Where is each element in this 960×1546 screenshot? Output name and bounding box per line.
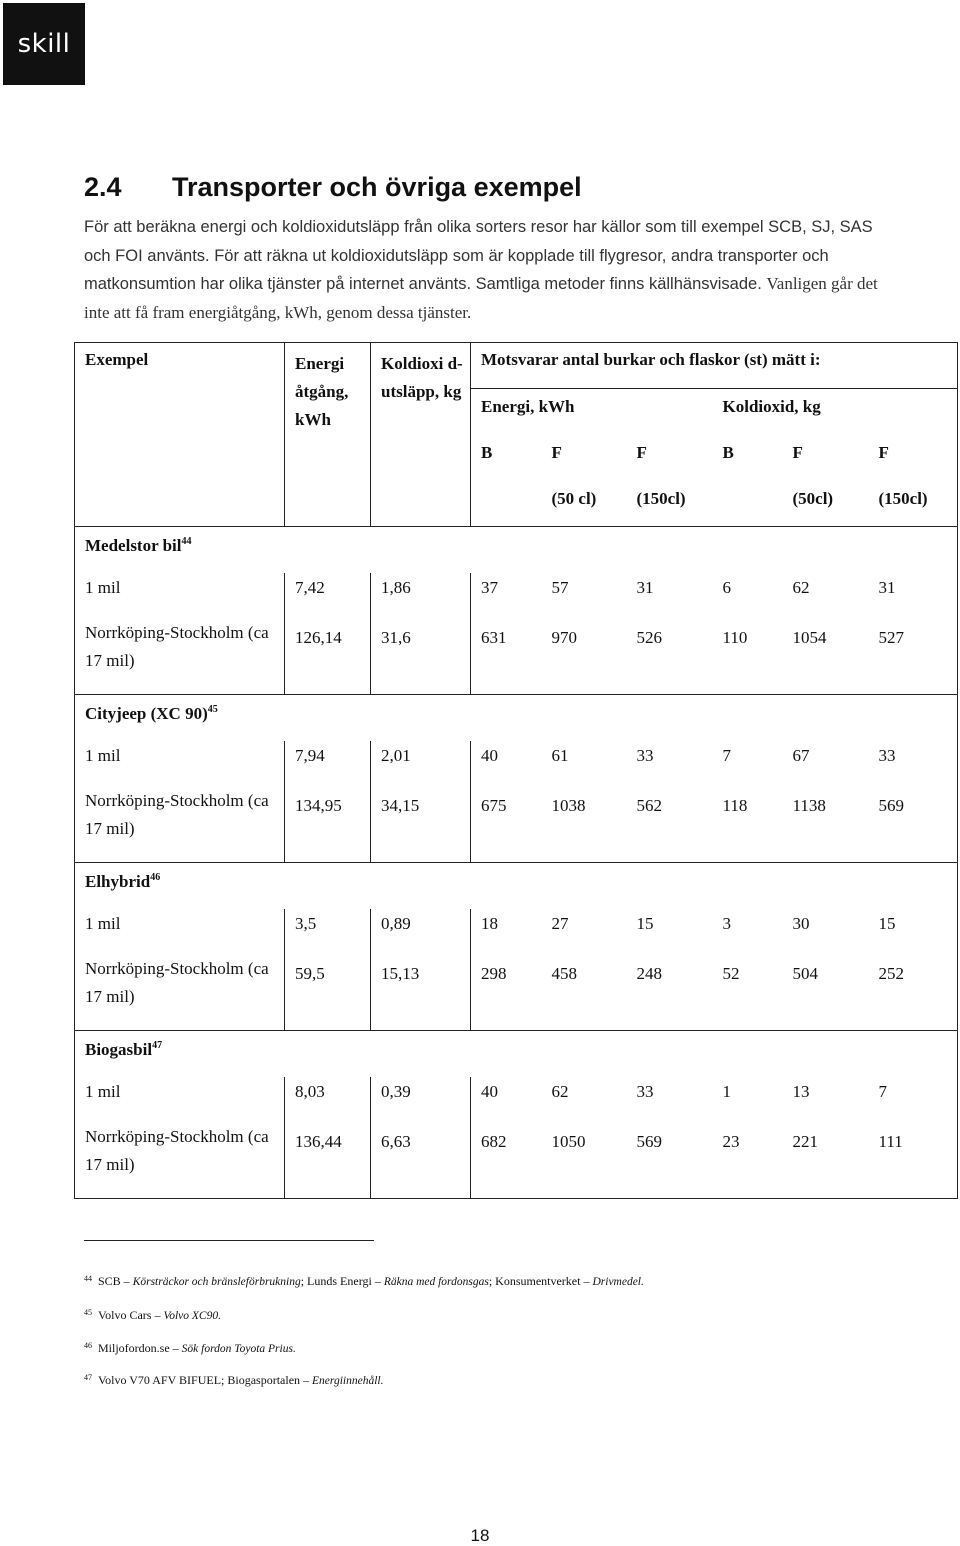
table-cell: 15: [636, 913, 654, 933]
table-row: [75, 1123, 958, 1199]
header-group-koldioxid: Koldioxid, kg: [713, 389, 958, 435]
group-title: [75, 527, 958, 573]
table-cell: 252: [869, 955, 958, 1031]
footnote: [84, 1274, 644, 1289]
table-cell: 31: [869, 573, 958, 619]
footnote-source-title: Körsträckor och bränsleförbrukning: [132, 1276, 301, 1288]
table-cell: 0,89: [371, 909, 471, 955]
header-size: [713, 481, 783, 527]
footnote-text: ; Lunds Energi –: [300, 1274, 384, 1288]
footnote-number: 45: [84, 1308, 92, 1317]
table-cell: 7,42: [285, 573, 371, 619]
table-cell: 15: [869, 909, 958, 955]
row-label: 1 mil: [75, 1077, 285, 1123]
table-cell: 27: [551, 913, 569, 933]
table-cell: 298: [481, 963, 507, 983]
section-title: Transporter och övriga exempel: [172, 172, 582, 202]
row-label: 1 mil: [75, 573, 285, 619]
table-cell: 23: [713, 1123, 783, 1199]
footnote-ref: 47: [152, 1040, 163, 1051]
table-cell: 15,13: [371, 955, 471, 1031]
table-row: [75, 573, 958, 619]
skill-logo: [3, 3, 85, 85]
table-row: [75, 787, 958, 863]
table-cell: 136,44: [285, 1123, 371, 1199]
group-title: [75, 863, 958, 909]
row-label: Norrköping-Stockholm (ca 17 mil): [75, 1123, 285, 1199]
footnote-source-title: Räkna med fordonsgas: [383, 1276, 489, 1288]
table-cell: 682: [471, 1123, 542, 1199]
table-cell: 111: [869, 1123, 958, 1199]
table-cell: 221: [783, 1123, 869, 1199]
group-title-row: [75, 527, 958, 573]
header-sub: F: [551, 442, 562, 462]
table-cell: 3,5: [285, 909, 371, 955]
header-row: [75, 343, 958, 389]
header-energi: Energi åtgång, kWh: [285, 343, 371, 527]
footnote-source-title: Sök fordon Toyota Prius.: [181, 1343, 296, 1355]
footnote: [84, 1341, 296, 1356]
table-cell: 40: [481, 1081, 498, 1101]
table-cell: 134,95: [285, 787, 371, 863]
header-sub: B: [722, 442, 734, 462]
table-cell: 1138: [792, 795, 826, 815]
table-row: [75, 1077, 958, 1123]
page-number: 18: [470, 1526, 490, 1545]
table-cell: 31,6: [371, 619, 471, 695]
section-number: 2.4: [84, 172, 122, 202]
row-label: Norrköping-Stockholm (ca 17 mil): [75, 787, 285, 863]
table-cell: 59,5: [285, 955, 371, 1031]
table-cell: 7: [869, 1077, 958, 1123]
table-cell: 1,86: [371, 573, 471, 619]
table-cell: 31: [636, 577, 654, 597]
table-cell: 37: [481, 577, 498, 597]
footnote-number: 46: [84, 1341, 92, 1350]
group-title-text: Biogasbil: [85, 1040, 153, 1059]
table-cell: 675: [481, 795, 507, 815]
header-sub: F: [869, 435, 958, 481]
table-cell: 13: [792, 1081, 810, 1101]
table-cell: 33: [869, 741, 958, 787]
table-cell: 458: [551, 963, 577, 983]
group-title-row: [75, 863, 958, 909]
table-cell: 67: [792, 745, 810, 765]
table-cell: 40: [481, 745, 498, 765]
group-title-text: Elhybrid: [85, 872, 151, 891]
table-row: [75, 741, 958, 787]
table-cell: 33: [636, 1081, 654, 1101]
header-motsvarar: Motsvarar antal burkar och flaskor (st) mätt i:: [471, 343, 958, 389]
footnote: [84, 1373, 383, 1388]
row-label: Norrköping-Stockholm (ca 17 mil): [75, 955, 285, 1031]
table-cell: 248: [636, 963, 662, 983]
table-cell: 62: [792, 577, 810, 597]
row-label: 1 mil: [75, 909, 285, 955]
footnote-text: Volvo V70 AFV BIFUEL; Biogasportalen –: [98, 1373, 313, 1387]
footnote-ref: 45: [207, 704, 218, 715]
table-cell: 504: [792, 963, 818, 983]
row-label: 1 mil: [75, 741, 285, 787]
energy-table: [74, 342, 958, 1199]
header-group-energi: Energi, kWh: [481, 397, 575, 416]
table-row: [75, 955, 958, 1031]
header-sub: F: [792, 442, 803, 462]
footnote-ref: 46: [150, 872, 161, 883]
table-row: [75, 909, 958, 955]
footnote-source-title: Volvo XC90.: [163, 1310, 221, 1322]
header-size: (150cl): [627, 481, 713, 527]
table-cell: 970: [551, 627, 577, 647]
footnote-source-title: Energiinnehåll.: [312, 1375, 384, 1387]
footnote: [84, 1308, 221, 1323]
table-cell: 569: [627, 1123, 713, 1199]
footnote-text: Miljofordon.se –: [98, 1341, 182, 1355]
section-heading: [84, 172, 582, 203]
footnote-ref: 44: [181, 536, 192, 547]
group-title-text: Medelstor bil: [85, 536, 182, 555]
table-cell: 526: [636, 627, 662, 647]
table-cell: 7,94: [285, 741, 371, 787]
footnote-separator: [84, 1240, 374, 1241]
table-cell: 2,01: [371, 741, 471, 787]
group-title-row: [75, 695, 958, 741]
table-cell: 1: [722, 1081, 731, 1101]
header-koldioxid: Koldioxi d- utsläpp, kg: [371, 343, 471, 527]
table-cell: 6: [722, 577, 731, 597]
intro-paragraph: [84, 213, 884, 327]
footnote-text: ; Konsumentverket –: [488, 1274, 593, 1288]
table-cell: 118: [722, 795, 748, 815]
intro-last: Vanligen går det inte att få fram energiåtgång, kWh, genom dessa tjänster.: [84, 274, 878, 322]
table-cell: 110: [722, 627, 748, 647]
group-title-text: Cityjeep (XC 90): [85, 704, 208, 723]
table-cell: 631: [481, 627, 507, 647]
footnote-source-title: Drivmedel.: [592, 1276, 644, 1288]
footnote-text: SCB –: [98, 1274, 133, 1288]
table-cell: 126,14: [285, 619, 371, 695]
table-cell: 33: [636, 745, 654, 765]
table-cell: 562: [636, 795, 662, 815]
row-label: Norrköping-Stockholm (ca 17 mil): [75, 619, 285, 695]
table-cell: 18: [481, 913, 498, 933]
table-cell: 34,15: [371, 787, 471, 863]
header-sub: F: [636, 442, 647, 462]
table-cell: 8,03: [285, 1077, 371, 1123]
group-title-row: [75, 1031, 958, 1077]
footnote-number: 47: [84, 1373, 92, 1382]
table-cell: 1038: [551, 795, 586, 815]
logo-text: skill: [17, 29, 71, 59]
table-cell: 1050: [542, 1123, 627, 1199]
table-cell: 569: [869, 787, 958, 863]
table-cell: 0,39: [371, 1077, 471, 1123]
table-row: [75, 619, 958, 695]
group-title: [75, 1031, 958, 1077]
table-cell: 7: [722, 745, 731, 765]
table-cell: 527: [869, 619, 958, 695]
table-cell: 30: [792, 913, 810, 933]
group-title: [75, 695, 958, 741]
header-size: (50cl): [783, 481, 869, 527]
header-size: (150cl): [869, 481, 958, 527]
table-cell: 61: [551, 745, 569, 765]
table-cell: 57: [551, 577, 569, 597]
table-cell: 6,63: [371, 1123, 471, 1199]
header-size: [471, 481, 542, 527]
table-cell: 52: [722, 963, 740, 983]
table-cell: 1054: [792, 627, 827, 647]
header-sub: B: [481, 442, 493, 462]
intro-main: För att beräkna energi och koldioxidutsläpp från olika sorters resor har källor som till exempel SCB, SJ, SAS och FOI använts. För att räkna ut koldioxidutsläpp som är kopplade till flygresor, andra transporter och matkonsumtion har olika tjänster på internet använts. Samtliga metoder finns källhänsvisade.: [84, 218, 873, 294]
footnote-number: 44: [84, 1274, 92, 1283]
table-cell: 3: [722, 913, 731, 933]
table-cell: 62: [551, 1081, 569, 1101]
footnote-text: Volvo Cars –: [98, 1308, 164, 1322]
header-exempel: Exempel: [75, 343, 285, 527]
header-size: (50 cl): [542, 481, 627, 527]
